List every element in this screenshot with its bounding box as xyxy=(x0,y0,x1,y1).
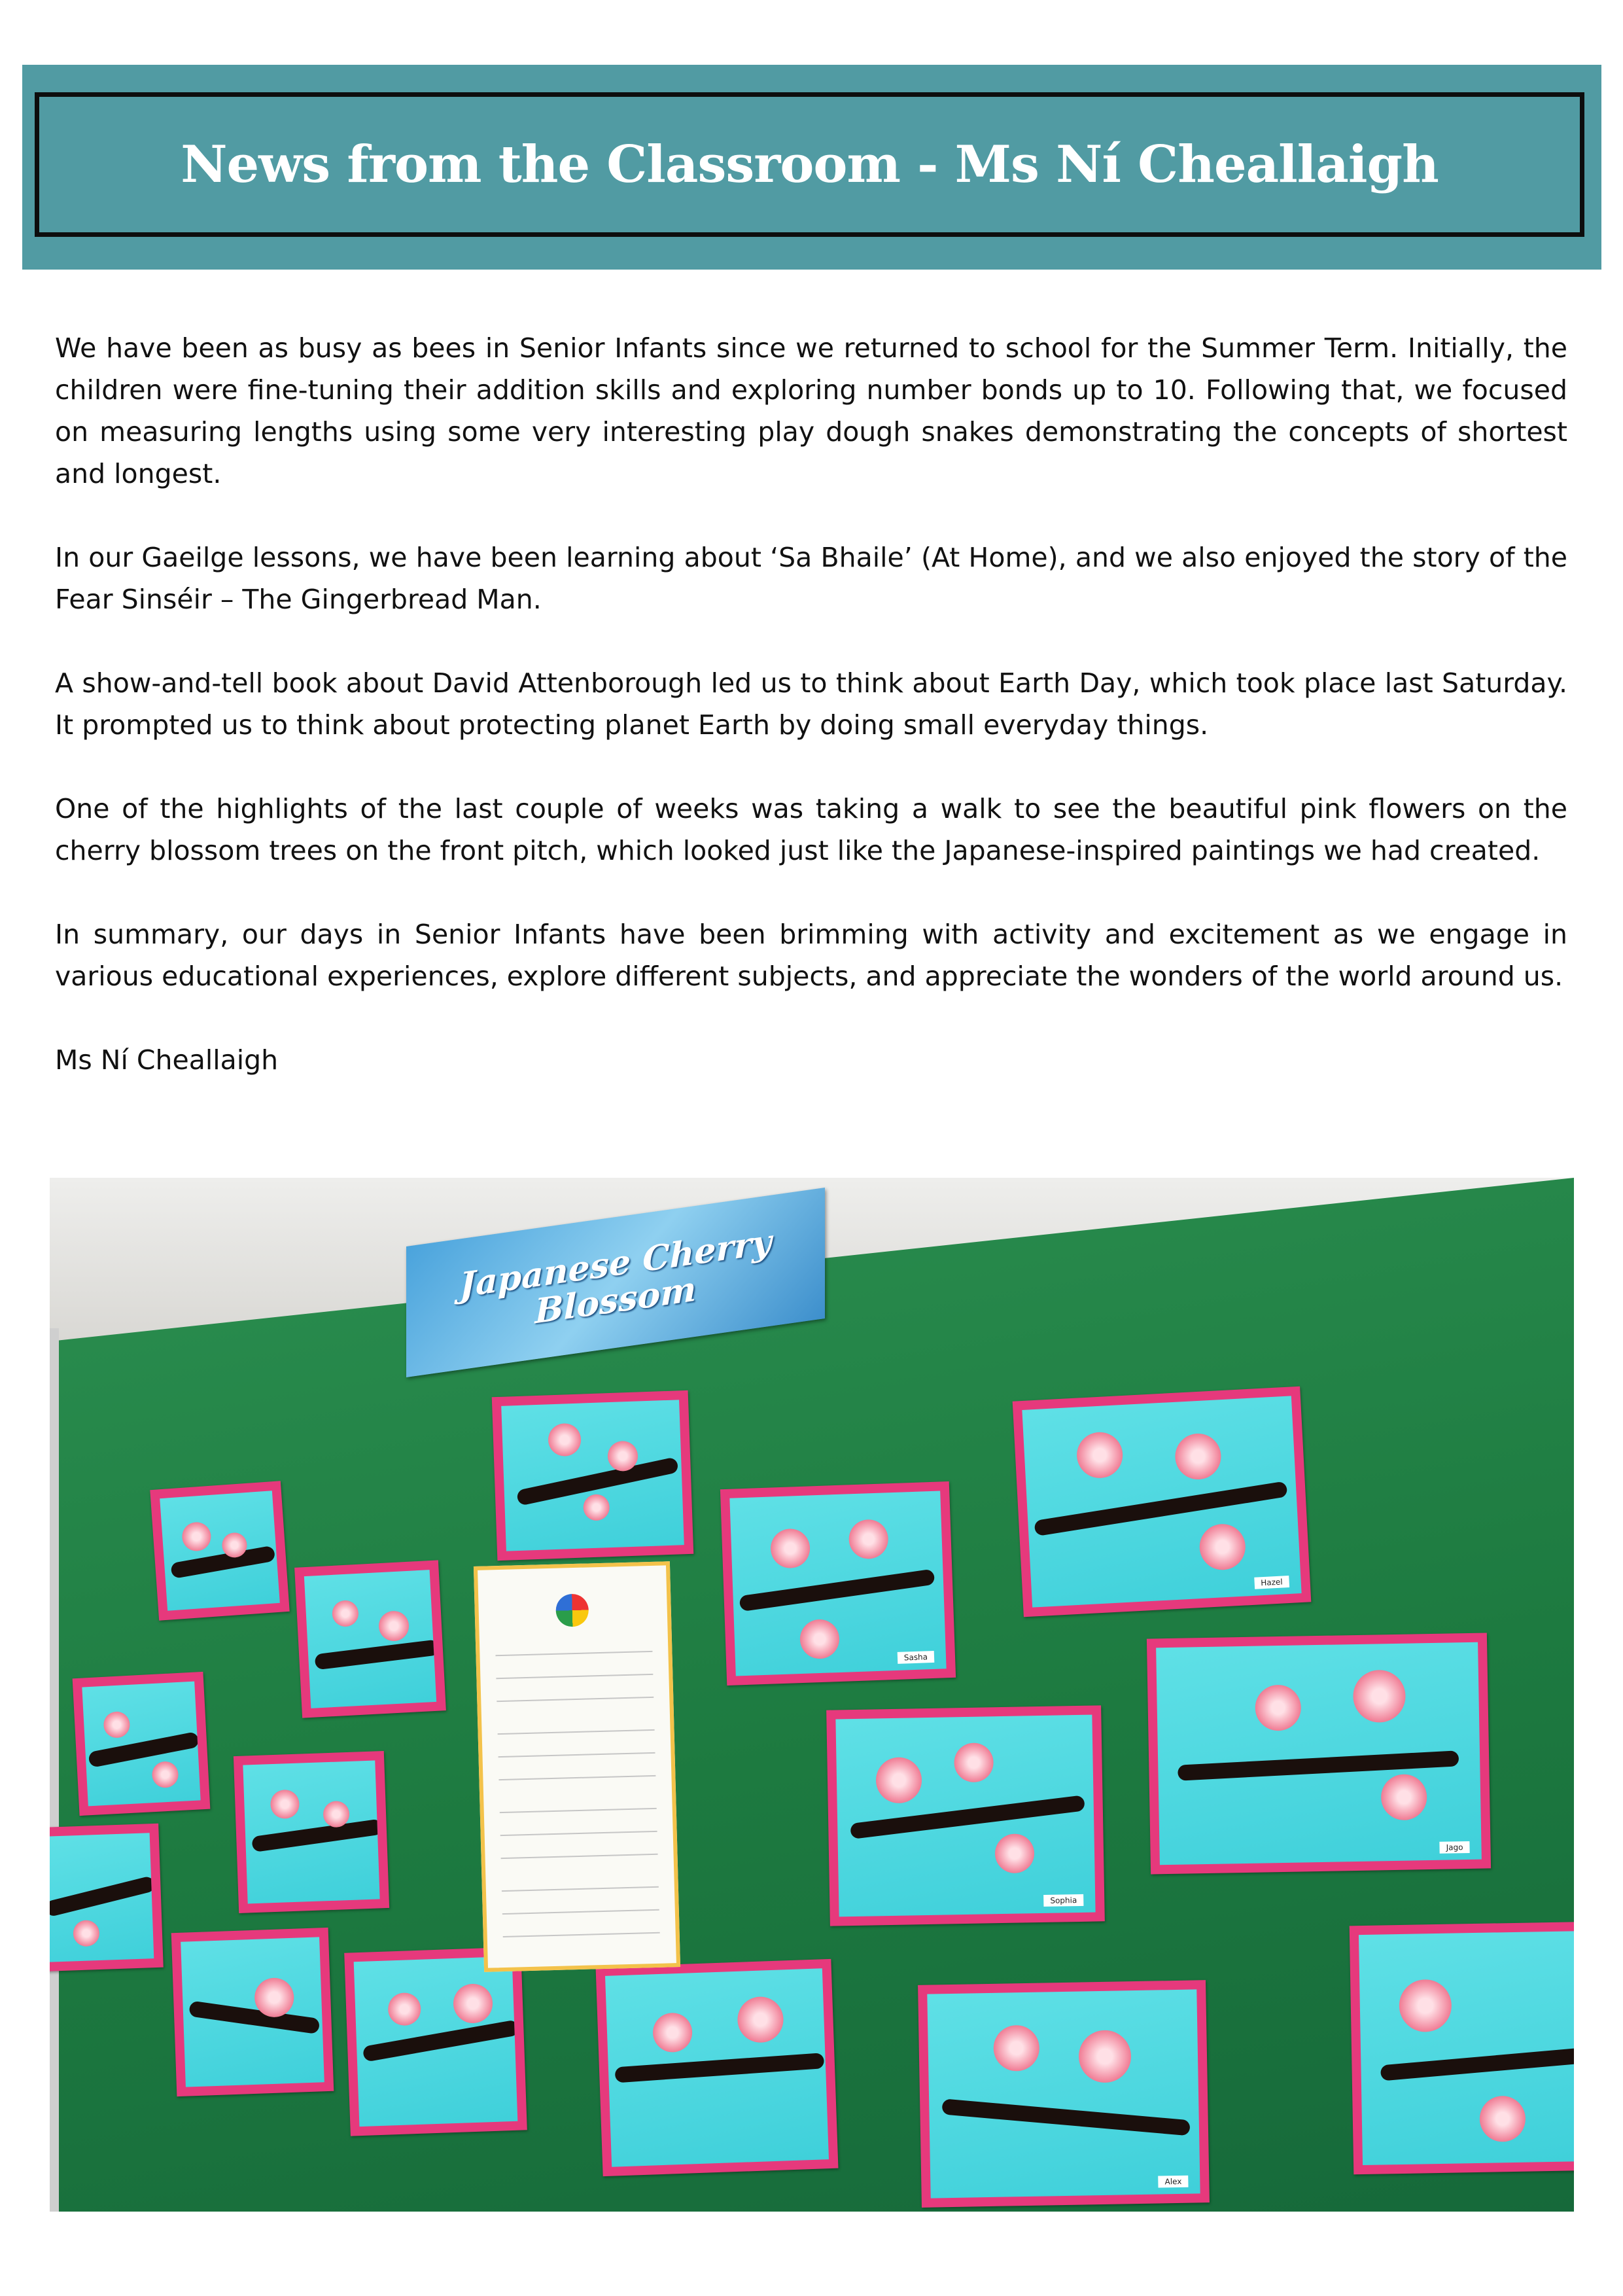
painting xyxy=(596,1959,839,2176)
branch xyxy=(88,1731,200,1768)
painting-canvas xyxy=(181,1937,324,2087)
header-frame xyxy=(35,92,1584,237)
board-frame xyxy=(50,1328,59,2212)
blossom xyxy=(770,1528,811,1568)
branch xyxy=(739,1569,935,1612)
blossom xyxy=(332,1600,359,1627)
painting-canvas xyxy=(605,1968,829,2166)
paragraph: In our Gaeilge lessons, we have been learning about ‘Sa Bhaile’ (At Home), and we also enjoyed the story of the Fear Sinséir – The Gingerbread Man. xyxy=(55,542,1567,615)
branch xyxy=(50,1875,154,1917)
signature: Ms Ní Cheallaigh xyxy=(55,1044,279,1076)
painting-canvas xyxy=(50,1833,154,1962)
painting-canvas xyxy=(82,1682,200,1807)
branch xyxy=(1034,1481,1288,1536)
painting xyxy=(1350,1922,1574,2175)
blossom xyxy=(73,1920,99,1947)
blossom xyxy=(548,1423,582,1457)
paragraph: We have been as busy as bees in Senior Infants since we returned to school for the Summer Term. Initially, the children were fine-tuning their addition skills and exploring number bonds up to 10. Following that, we focused on measuring lengths using some very interesting play dough snakes demonstrating the concepts of shortest and longest. xyxy=(55,332,1567,489)
classroom-photo xyxy=(50,1178,1574,2212)
blossom xyxy=(583,1494,610,1521)
painting xyxy=(826,1705,1105,1926)
poem-poster xyxy=(474,1561,680,1972)
painting xyxy=(492,1390,694,1561)
name-tag: Hazel xyxy=(1254,1576,1289,1589)
painting-canvas xyxy=(354,1956,518,2127)
page-title: News from the Classroom - Ms Ní Cheallaigh xyxy=(181,135,1439,194)
branch xyxy=(314,1639,436,1670)
painting xyxy=(234,1751,389,1913)
blossom xyxy=(875,1757,922,1803)
painting-canvas xyxy=(243,1761,379,1904)
paragraph: One of the highlights of the last couple of weeks was taking a walk to see the beautiful pink flowers on the cherry blossom trees on the front pitch, which looked just like the Japanese-inspired paintings we had created. xyxy=(55,793,1567,866)
painting xyxy=(1147,1633,1491,1874)
name-tag: Alex xyxy=(1158,2176,1188,2188)
blossom xyxy=(1075,1431,1124,1479)
painting xyxy=(73,1672,211,1816)
paragraph: A show-and-tell book about David Attenborough led us to think about Earth Day, which took place last Saturday. It prompted us to think about protecting planet Earth by doing small everyday things. xyxy=(55,667,1567,741)
blossom xyxy=(103,1711,130,1739)
article-body xyxy=(55,327,1567,1123)
blossom xyxy=(1198,1523,1247,1571)
painting xyxy=(918,1980,1210,2208)
blossom xyxy=(993,2025,1039,2072)
painting xyxy=(50,1824,164,1971)
blossom xyxy=(994,1833,1034,1873)
blossom xyxy=(1078,2030,1131,2083)
blossom xyxy=(799,1619,840,1659)
painting-canvas xyxy=(927,1989,1200,2198)
painting xyxy=(150,1481,289,1620)
blossom xyxy=(652,2012,693,2053)
blossom xyxy=(848,1519,889,1559)
earth-logo-icon xyxy=(555,1593,589,1627)
blossom xyxy=(1255,1684,1301,1731)
blossom xyxy=(453,1983,493,2024)
painting xyxy=(1013,1386,1312,1617)
blossom xyxy=(270,1790,300,1820)
painting-canvas xyxy=(835,1715,1095,1917)
branch xyxy=(614,2053,824,2083)
painting-canvas xyxy=(304,1570,436,1708)
blossom xyxy=(737,1996,784,2043)
blossom xyxy=(1174,1432,1223,1481)
painting-canvas xyxy=(160,1491,280,1611)
blossom xyxy=(1479,2096,1526,2142)
blossom xyxy=(151,1761,179,1788)
branch xyxy=(362,2019,518,2062)
branch xyxy=(941,2098,1191,2136)
painting xyxy=(720,1481,956,1686)
blossom xyxy=(954,1742,994,1782)
blossom xyxy=(378,1610,410,1642)
blossom xyxy=(1381,1774,1427,1820)
name-tag: Sasha xyxy=(898,1651,935,1664)
blossom xyxy=(181,1521,212,1552)
painting xyxy=(171,1928,334,2096)
blossom xyxy=(1353,1670,1406,1723)
painting-canvas xyxy=(729,1491,946,1676)
blossom xyxy=(1399,1979,1452,2032)
painting-canvas xyxy=(501,1400,684,1551)
painting-canvas xyxy=(1022,1396,1301,1607)
painting-canvas xyxy=(1156,1642,1482,1865)
painting xyxy=(344,1947,527,2136)
branch xyxy=(188,2000,320,2034)
branch xyxy=(1380,2046,1574,2081)
branch xyxy=(850,1795,1085,1839)
header-banner xyxy=(22,65,1601,270)
blossom xyxy=(254,1977,294,2018)
painting-canvas xyxy=(1359,1931,1574,2165)
branch xyxy=(1178,1750,1459,1780)
paragraph: In summary, our days in Senior Infants have been brimming with activity and excitement as we engage in various educational experiences, explore different subjects, and appreciate the wonders of the world around us. xyxy=(55,919,1567,992)
name-tag: Jago xyxy=(1440,1841,1470,1854)
painting xyxy=(294,1560,446,1718)
name-tag: Sophia xyxy=(1043,1894,1083,1907)
blossom xyxy=(387,1992,421,2026)
sign-text: Japanese Cherry Blossom xyxy=(459,1222,772,1332)
branch xyxy=(251,1818,380,1852)
